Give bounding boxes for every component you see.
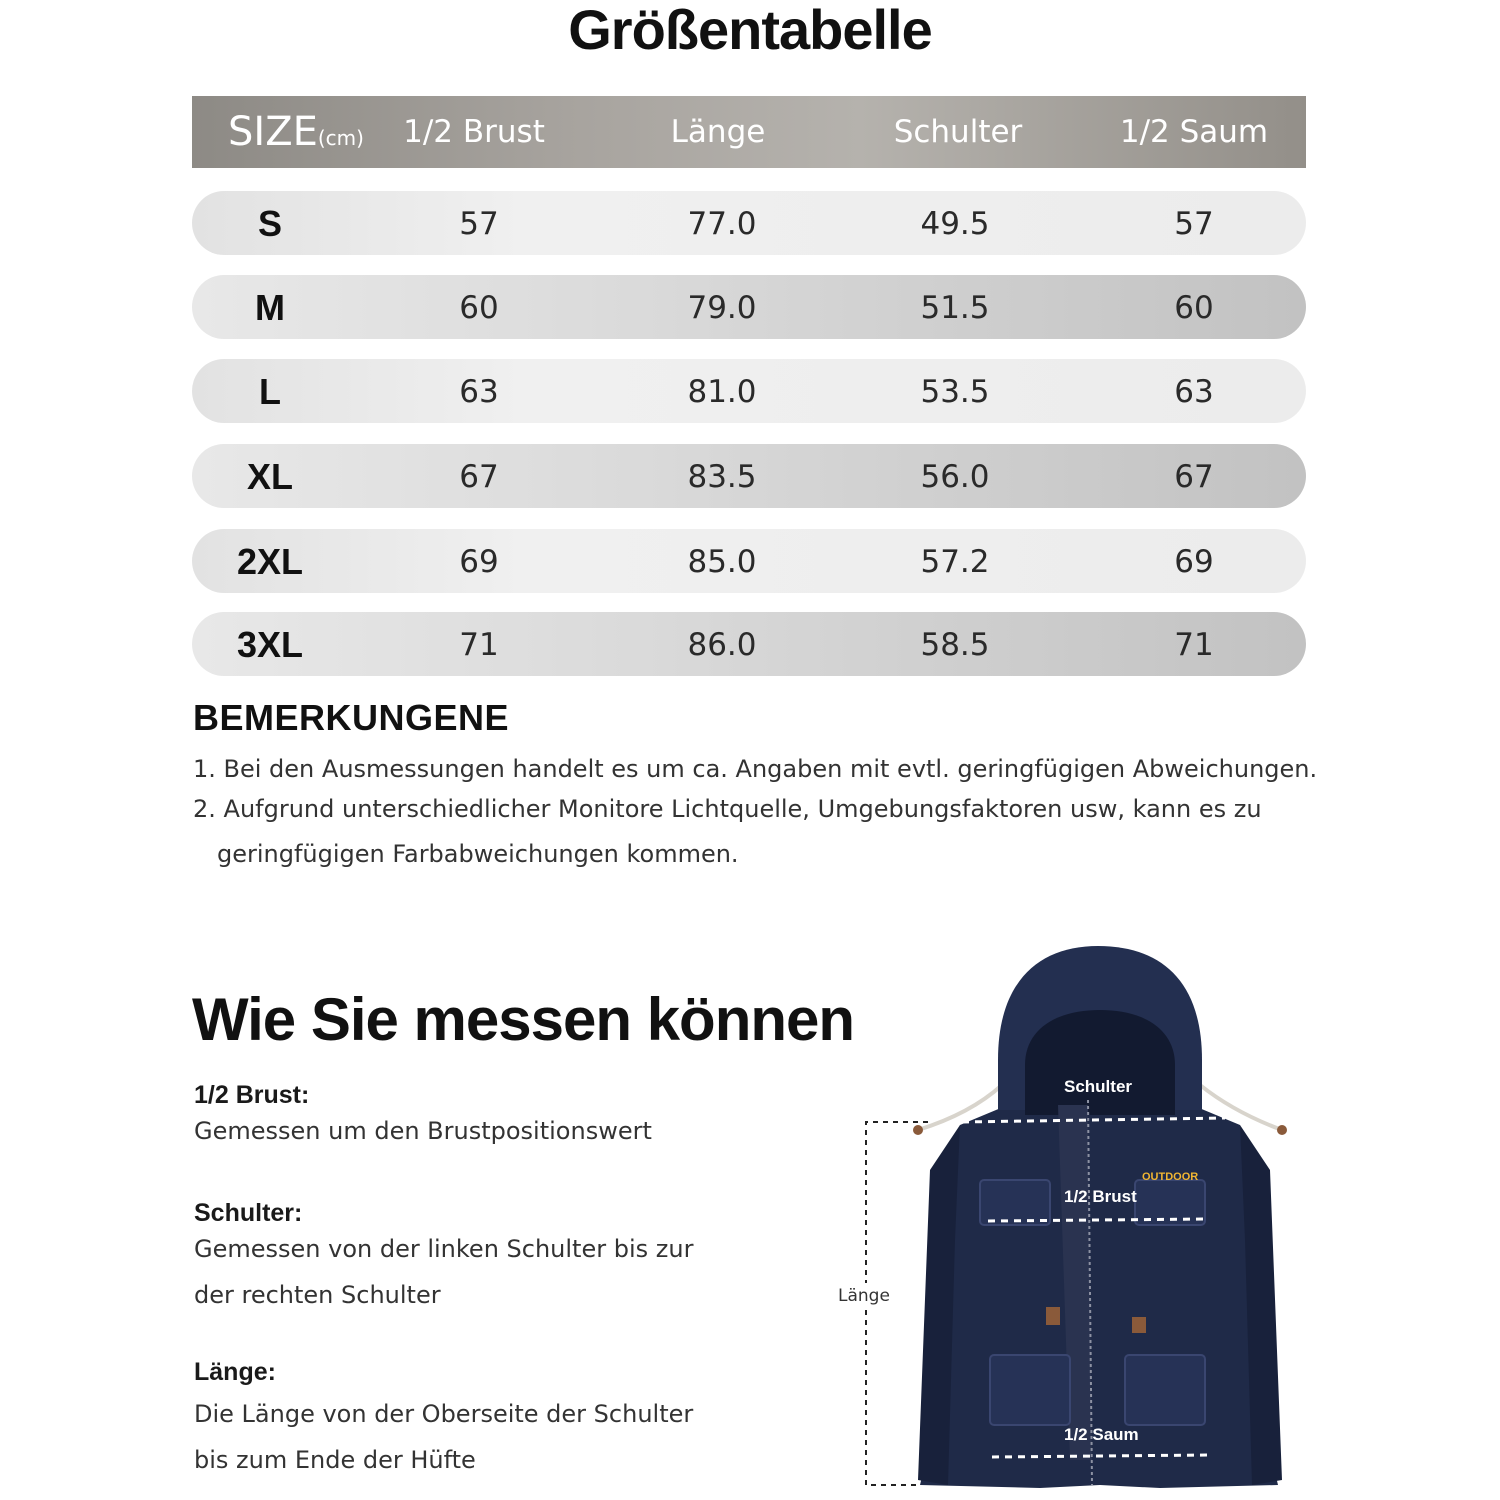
cell-schulter: 49.5: [920, 206, 990, 242]
cell-saum: 69: [1174, 544, 1214, 580]
cell-brust: 71: [459, 627, 499, 663]
cell-laenge: 86.0: [687, 627, 757, 663]
cell-saum: 57: [1174, 206, 1214, 242]
note-item-2: 2. Aufgrund unterschiedlicher Monitore Lichtquelle, Umgebungsfaktoren usw, kann es zu: [193, 795, 1262, 823]
jacket-label-saum: 1/2 Saum: [1064, 1425, 1139, 1444]
jacket-illustration: [830, 940, 1310, 1500]
cell-laenge: 83.5: [687, 459, 757, 495]
note-item-2-cont: geringfügigen Farbabweichungen kommen.: [217, 840, 739, 868]
cell-brust: 63: [459, 374, 499, 410]
note-item-1: 1. Bei den Ausmessungen handelt es um ca. Angaben mit evtl. geringfügigen Abweichungen.: [193, 755, 1318, 783]
header-size: SIZE(cm): [228, 109, 364, 155]
header-laenge: Länge: [670, 114, 766, 150]
notes-heading: BEMERKUNGENE: [193, 697, 510, 738]
cell-size: L: [259, 371, 281, 412]
cell-size: S: [257, 203, 282, 244]
howto-title: Wie Sie messen können: [192, 986, 855, 1053]
cell-schulter: 58.5: [920, 627, 990, 663]
cell-brust: 57: [459, 206, 499, 242]
cell-size: M: [255, 287, 285, 328]
table-row: [192, 612, 1306, 676]
cell-brust: 69: [459, 544, 499, 580]
cell-brust: 60: [459, 290, 499, 326]
cell-saum: 60: [1174, 290, 1214, 326]
header-schulter: Schulter: [893, 114, 1023, 150]
table-row: [192, 444, 1306, 508]
cell-brust: 67: [459, 459, 499, 495]
cell-schulter: 51.5: [920, 290, 990, 326]
table-header: [192, 96, 1306, 168]
table-row: [192, 529, 1306, 593]
jacket-label-schulter: Schulter: [1064, 1077, 1133, 1096]
cell-schulter: 57.2: [920, 544, 990, 580]
table-row: [192, 359, 1306, 423]
cell-laenge: 79.0: [687, 290, 757, 326]
brust-text: Gemessen um den Brustpositionswert: [194, 1117, 652, 1145]
jacket-label-brust: 1/2 Brust: [1064, 1187, 1137, 1206]
jacket-brand-label: OUTDOOR: [1142, 1171, 1199, 1183]
laenge-heading: Länge:: [194, 1358, 276, 1386]
cell-laenge: 77.0: [687, 206, 757, 242]
cell-schulter: 53.5: [920, 374, 990, 410]
jacket-label-laenge: Länge: [838, 1286, 890, 1306]
brust-heading: 1/2 Brust:: [194, 1081, 310, 1109]
cell-saum: 71: [1174, 627, 1214, 663]
schulter-heading: Schulter:: [194, 1199, 303, 1227]
cell-size: 3XL: [236, 624, 304, 665]
laenge-text-2: bis zum Ende der Hüfte: [194, 1446, 476, 1474]
header-saum: 1/2 Saum: [1119, 114, 1269, 150]
cell-schulter: 56.0: [920, 459, 990, 495]
schulter-text-1: Gemessen von der linken Schulter bis zur: [194, 1235, 694, 1263]
cell-saum: 63: [1174, 374, 1214, 410]
schulter-text-2: der rechten Schulter: [194, 1281, 441, 1309]
header-brust: 1/2 Brust: [403, 114, 545, 150]
table-row: [192, 275, 1306, 339]
page-title: Größentabelle: [568, 0, 932, 61]
cell-laenge: 85.0: [687, 544, 757, 580]
cell-laenge: 81.0: [687, 374, 757, 410]
cell-size: 2XL: [236, 541, 304, 582]
cell-saum: 67: [1174, 459, 1214, 495]
table-row: [192, 191, 1306, 255]
cell-size: XL: [246, 456, 293, 497]
laenge-text-1: Die Länge von der Oberseite der Schulter: [194, 1400, 694, 1428]
